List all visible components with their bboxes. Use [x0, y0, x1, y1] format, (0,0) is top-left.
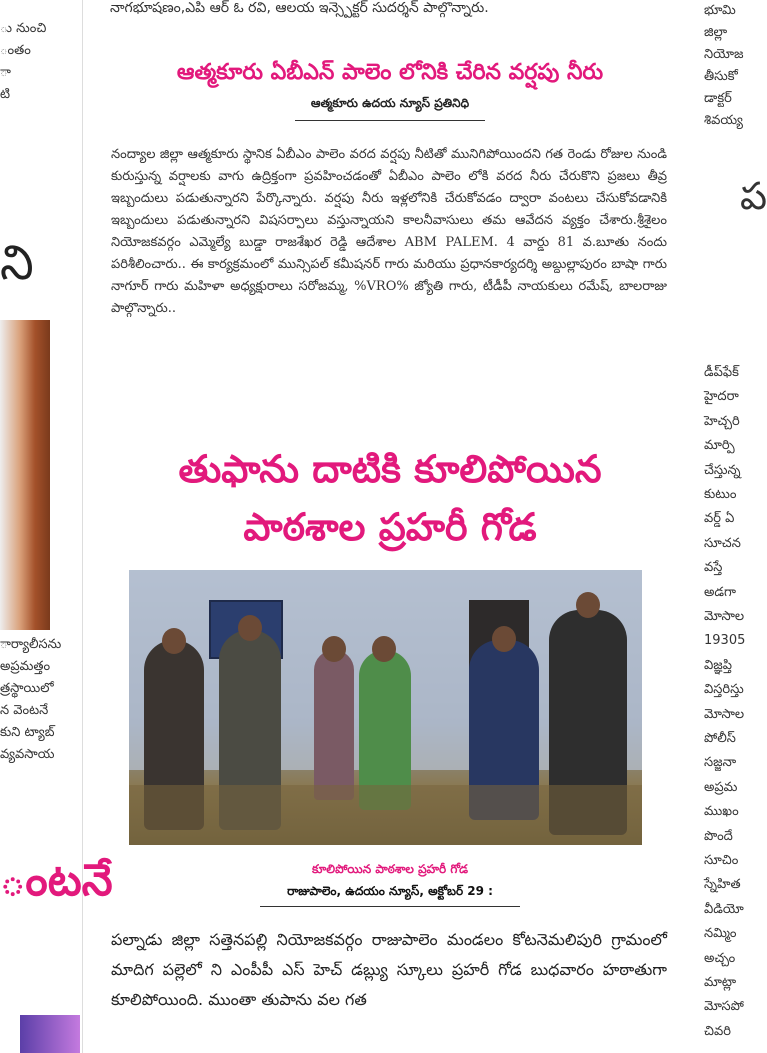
left-text-fragment: టి	[0, 87, 11, 102]
left-headline-fragment: ని	[0, 235, 34, 291]
left-text-fragment: ు నుంచి	[0, 21, 47, 36]
right-text-fragment: విస్తరిస్తు	[704, 682, 744, 698]
photo-person-head	[162, 628, 186, 654]
right-text-fragment: స్నేహిత	[704, 877, 741, 893]
right-text-fragment: సూచన	[704, 535, 741, 551]
right-headline-fragment: ప	[740, 174, 767, 218]
right-text-fragment: వర్డ్ ఏ	[704, 511, 735, 527]
article2-body: పల్నాడు జిల్లా సత్తెనపల్లి నియోజకవర్గం రాజుపాలెం మండలం కోటనెమలిపురి గ్రామంలో మాదిగ పల్లెలో ని ఎంపీపీ ఎస్ హెచ్ డబ్ల్యు స్కూలు ప్రహరీ గోడ బుధవారం హఠాతుగా కూలిపోయింది. ముంతా తుపాను వల గత	[111, 930, 667, 1009]
right-text-fragment: మోసపో	[704, 999, 744, 1015]
article1-headline: ఆత్మకూరు ఏబీఎన్ పాలెం లోనికి చేరిన వర్షపు నీరు	[176, 60, 604, 85]
photo-person-head	[372, 636, 396, 662]
photo-person-head	[238, 615, 262, 641]
left-text-fragment: ార్యాలీసను	[0, 637, 62, 652]
right-text-fragment: హెచ్చరి	[704, 413, 740, 429]
photo-person-head	[322, 636, 346, 662]
left-photo-bottom-fragment	[20, 1015, 80, 1053]
right-text-fragment: తీసుకో	[704, 69, 738, 84]
photo-person-head	[576, 592, 600, 618]
byline-divider	[295, 120, 485, 121]
article2-headline-line2: పాఠశాల ప్రహరీ గోడ	[243, 505, 537, 549]
article2-headline-line1: తుఫాను దాటికి కూలిపోయిన	[178, 447, 602, 491]
article2-headline	[95, 440, 685, 556]
right-text-fragment: చివరి	[704, 1023, 731, 1039]
left-text-fragment: అప్రమత్తం	[0, 659, 51, 674]
previous-article-tail: నాగభూషణం,ఎపి ఆర్ ఓ రవి, ఆలయ ఇన్స్పెక్టర్ సుదర్శన్ పాల్గొన్నారు.	[110, 0, 489, 16]
right-text-fragment: భూమి	[704, 3, 736, 18]
right-text-fragment: కుటుం	[704, 487, 737, 502]
right-text-fragment: సజ్జనా	[704, 755, 737, 771]
right-text-fragment: వీడియో	[704, 901, 744, 917]
left-text-fragment: కుని ట్యాబ్	[0, 725, 55, 740]
right-text-fragment: సూచిం	[704, 853, 739, 868]
right-text-fragment: మోసాల	[704, 609, 745, 624]
main-column	[95, 0, 695, 1053]
left-text-fragment: ంతం	[0, 43, 31, 58]
right-text-fragment: వస్తే	[704, 560, 723, 576]
right-text-fragment: అప్రమ	[704, 779, 738, 795]
photo-person	[314, 650, 354, 800]
news-photo	[129, 570, 642, 845]
photo-caption: కూలిపోయిన పాఠశాల ప్రహరీ గోడ	[312, 862, 468, 876]
right-text-fragment: విజ్ఞప్తి	[704, 657, 732, 673]
left-pink-headline-fragment: ంటనే	[0, 855, 113, 906]
dateline-divider	[260, 906, 520, 907]
left-text-fragment: త్రస్థాయిలో	[0, 681, 54, 696]
photo-person-head	[492, 626, 516, 652]
right-text-fragment: చేస్తున్న	[704, 462, 741, 478]
left-photo-fragment	[0, 320, 52, 630]
right-column-fragment	[700, 0, 767, 1053]
right-text-fragment: డీప్‌ఫేక్	[704, 365, 739, 380]
left-text-fragment: వ్యవసాయ	[0, 747, 55, 762]
right-text-fragment: మాట్లా	[704, 975, 737, 990]
right-text-fragment: నియోజ	[704, 47, 744, 62]
article2-dateline: రాజుపాలెం, ఉదయం న్యూస్, అక్టోబర్ 29 :	[287, 884, 493, 898]
right-text-fragment: 19305	[704, 633, 746, 649]
right-text-fragment: మార్పి	[704, 438, 735, 454]
left-column-fragment	[0, 0, 113, 1053]
right-text-fragment: హైదరా	[704, 389, 739, 405]
article1-body: నంద్యాల జిల్లా ఆత్మకూరు స్థానిక ఏబీఎం పాలెం వరద వర్షపు నీటితో మునిగిపోయిందని గత రెండు రోజుల నుండి కురుస్తున్న వర్షాలకు వాగు ఉద్రిక్తంగా ప్రవహించడంతో ఏబీఎం పాలెం లోకి వరద నీరు చేరుకొని ప్రజలు తీవ్ర ఇబ్బందులు పడుతున్నారని పేర్కొన్నారు. వర్షపు నీరు ఇళ్లలోనికి చేరుకోవడం ద్వారా వంటలు చేసుకోవడానికి ఇబ్బందులు పడుతున్నారని విషసర్పాలు వస్తున్నాయని కాలనీవాసులు తమ ఆవేదన వ్యక్తం చేశారు.శ్రీశైలం నియోజకవర్గం ఎమ్మెల్యే బుడ్డా రాజశేఖర రెడ్డి ఆదేశాల ABM PALEM. 4 వార్డు 81 వ.బూతు నందు పరిశీలించారు.. ఈ కార్యక్రమంలో మున్సిపల్ కమీషనర్ గారు మరియు ప్రధానకార్యదర్శి అబ్దుల్లాపురం బాషా గారు నాగూర్ గారు మహిళా అధ్యక్షురాలు సరోజమ్మ, %VRO% జ్యోతి గారు, టీడీపీ నాయకులు రమేష్, బాలరాజు పాల్గొన్నారు..	[111, 147, 667, 316]
right-text-fragment: శివయ్య	[704, 113, 743, 128]
left-text-fragment: ా	[0, 65, 11, 80]
right-text-fragment: అడగా	[704, 584, 736, 600]
photo-floodwater	[129, 785, 642, 845]
right-text-fragment: పొందే	[704, 828, 733, 844]
right-text-fragment: జిల్లా	[704, 25, 728, 40]
right-text-fragment: డాక్టర్	[704, 91, 732, 106]
right-text-fragment: పోలీస్	[704, 731, 736, 746]
article1-byline: ఆత్మకూరు ఉదయ న్యూస్ ప్రతినిధి	[310, 96, 470, 110]
left-text-fragment: న వెంటనే	[0, 703, 49, 718]
right-text-fragment: అచ్చం	[704, 950, 736, 966]
right-text-fragment: నమ్మిం	[704, 926, 737, 942]
right-text-fragment: ముఖం	[704, 804, 739, 820]
right-text-fragment: మోసాల	[704, 706, 745, 722]
